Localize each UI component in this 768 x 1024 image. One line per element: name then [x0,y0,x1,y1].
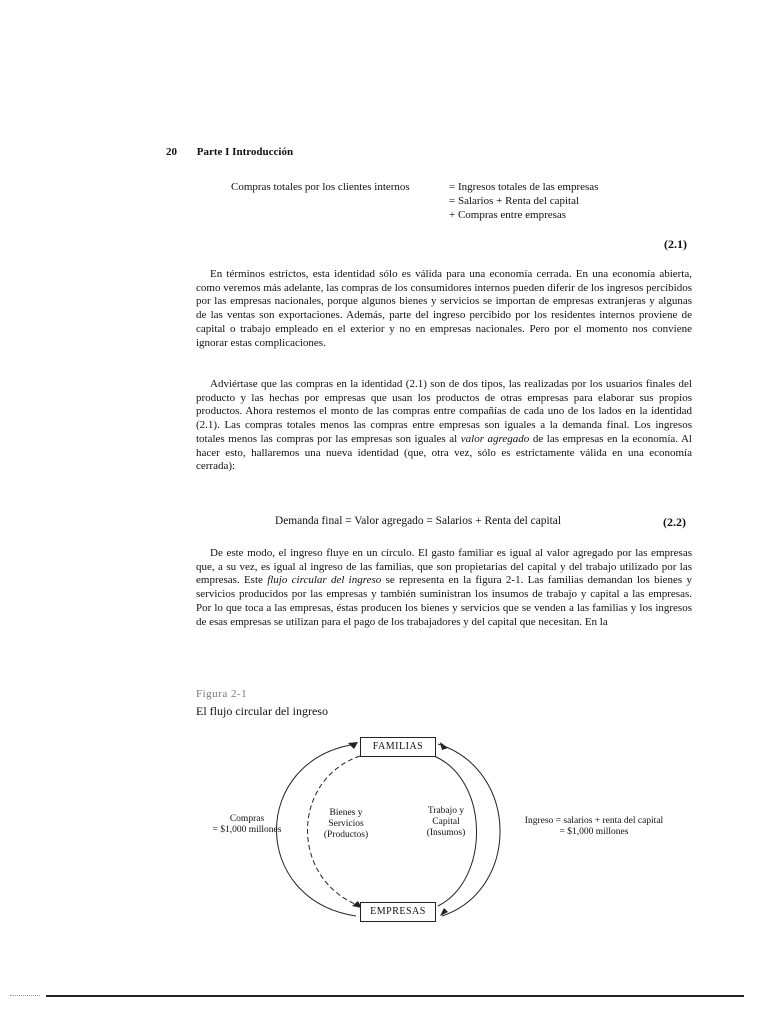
empresas-box: EMPRESAS [360,902,436,922]
equation-number-2-1: (2.1) [664,237,687,251]
label-line: = $1,000 millones [559,827,629,837]
label-line: Compras [229,814,265,824]
label-compras [200,814,294,836]
equation-rhs-2: = Salarios + Renta del capital [449,195,580,207]
label-line: (Productos) [323,830,369,840]
label-line: = $1,000 millones [212,825,282,835]
page-bottom-rule [46,995,744,997]
equation-number-2-2: (2.2) [663,515,686,529]
paragraph-3 [196,547,692,629]
label-line: Ingreso = salarios + renta del capital [524,816,664,826]
label-trabajo-capital [418,806,474,839]
equation-lhs: Compras totales por los clientes internos [231,181,410,193]
paragraph-3-text: De este modo, el ingreso fluye en un círculo. El gasto familiar es igual al valor agregado por las empresas que, a su vez, es igual al ingreso de las familias, que son propietarias del capital y del trabajo utilizado por las empresas. Este [196,547,692,587]
figure-label: Figura 2-1 [196,688,248,700]
page-header [166,146,293,158]
label-line: (Insumos) [426,828,466,838]
label-line: Trabajo y [427,806,465,816]
label-line: Capital [432,817,460,827]
figure-title: El flujo circular del ingreso [196,704,328,718]
paragraph-2 [196,378,692,474]
paragraph-2-text: Adviértase que las compras en la identidad (2.1) son de dos tipos, las realizadas por los usuarios finales del producto y las hechas por empresas que usan los productos de otras empresas para elaborar sus propios productos. Ahora restemos el monto de las compras entre compañías de cada uno de los lados en la identidad (2.1). Las compras totales menos las compras entre empresas son iguales a la demanda final. Los ingresos totales menos las compras por las empresas son iguales al [196,378,692,445]
emphasis-flujo-circular: flujo circular del ingreso [267,574,382,587]
label-line: Bienes y [329,808,363,818]
page-number: 20 [166,146,177,158]
equation-2-2: Demanda final = Valor agregado = Salarios + Renta del capital [275,515,562,527]
equation-rhs-3: + Compras entre empresas [449,209,567,221]
label-bienes-servicios [314,808,378,841]
arrow-head-top-right [440,742,448,750]
label-line: Servicios [328,819,364,829]
paragraph-2-text-end: de las empresas en la economía. Al hacer esto, hallaremos una nueva identidad (que, otra vez, sólo es estrictamente válida en una economía cerrada): [196,432,692,473]
emphasis-valor-agregado: valor agregado [460,432,530,445]
equation-2-1 [231,180,598,222]
paragraph-1: En términos estrictos, esta identidad sólo es válida para una economía cerrada. En una economía abierta, como veremos más adelante, las compras de los consumidores internos pueden diferir de los ingresos percibidos por las empresas nacionales, porque algunos bienes y servicios se importan de empresas extranjeras y algunas de las ventas son exportaciones. Además, parte del ingreso percibido por los residentes internos proviene de capital o trabajo empleado en el exterior y no en empresas nacionales. Pero por el momento nos conviene ignorar estas complicaciones. [196,268,692,349]
paragraph-3-text-end: se representa en la figura 2-1. Las familias demandan los bienes y servicios producidos por las empresas y también suministran los insumos de trabajo y capital a las empresas. Por lo que toca a las empresas, éstas producen los bienes y servicios que se venden a las familias y los ingresos de esas empresas se utilizan para el pago de los trabajadores y del capital que necesitan. En la [196,574,693,628]
label-ingreso [504,816,684,838]
section-title: Parte I Introducción [196,146,294,158]
page-edge-dash [10,995,40,996]
familias-box: FAMILIAS [360,737,436,757]
equation-rhs-1: = Ingresos totales de las empresas [449,181,599,193]
